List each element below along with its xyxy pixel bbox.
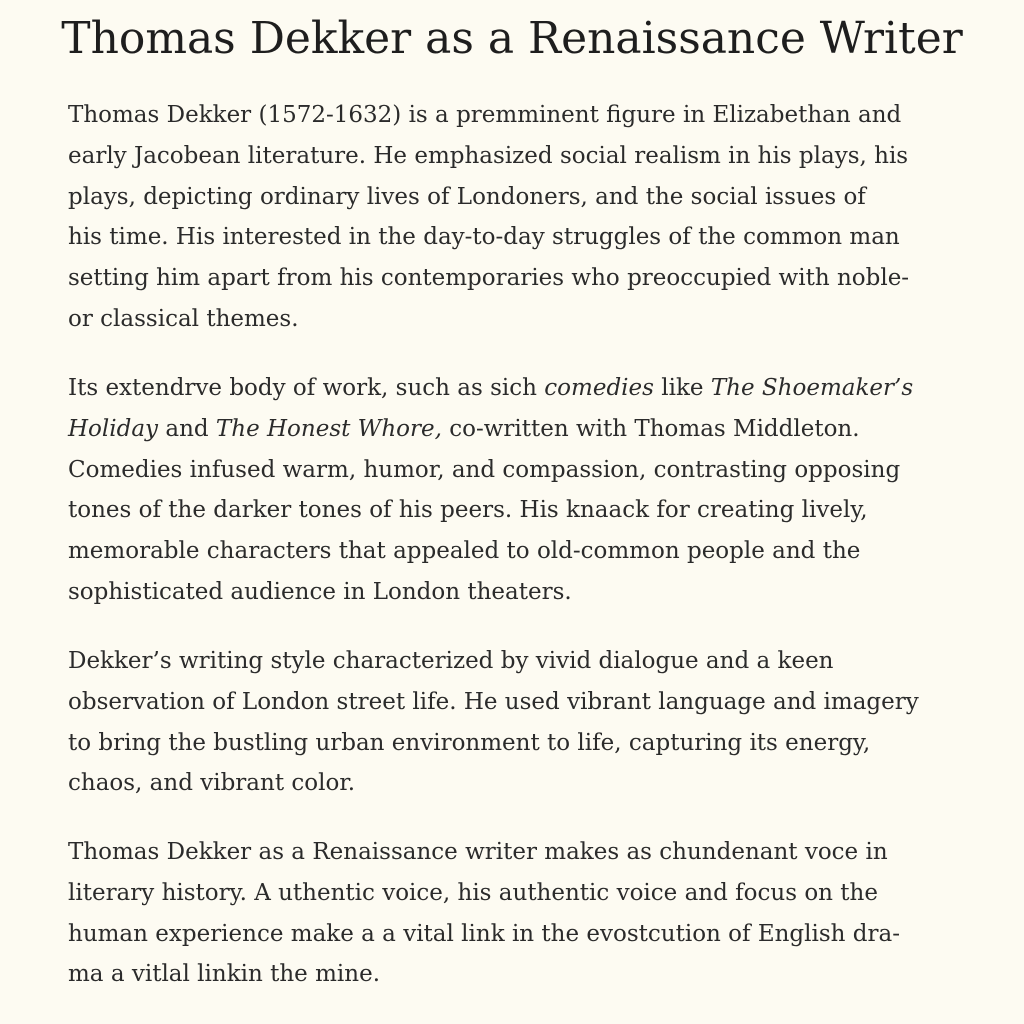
paragraph-line: chaos, and vibrant color. [68, 770, 356, 797]
paragraph-line: literary history. A uthentic voice, his authentic voice and focus on the [68, 879, 878, 906]
paragraph-3 [68, 641, 948, 804]
italic-title-run: The Shoemaker’s [710, 375, 914, 401]
text-run: and [158, 415, 216, 442]
italic-title-run: The Honest Whore, [215, 415, 442, 442]
paragraph-2 [68, 368, 948, 613]
paragraph-line [68, 409, 948, 450]
paragraph-4 [68, 832, 948, 995]
paragraph-line: human experience make a a vital link in the evostcution of English dra- [68, 920, 900, 947]
paragraph-line: tones of the darker tones of his peers. His knaack for creating lively, [68, 497, 868, 524]
italic-title-run: Holiday [68, 415, 159, 442]
paragraph-line [68, 368, 948, 409]
text-run: co-written with Thomas Middleton. [441, 415, 860, 442]
paragraph-line: ma a vitlal linkin the mine. [68, 961, 381, 988]
paragraph-line: Comedies infused warm, humor, and compassion, contrasting opposing [68, 456, 901, 483]
paragraph-line: plays, depicting ordinary lives of Londoners, and the social issues of [68, 183, 866, 210]
paragraph-line: memorable characters that appealed to old-common people and the [68, 538, 861, 565]
paragraph-line: setting him apart from his contemporaries who preoccupied with noble- [68, 265, 910, 292]
paragraph-line: early Jacobean literature. He emphasized social realism in his plays, his [68, 142, 909, 169]
paragraph-line: Dekker’s writing style characterized by vivid dialogue and a keen [68, 648, 834, 674]
paragraph-1 [68, 95, 948, 340]
text-run: Its extendrve body of work, such as sich [68, 375, 545, 401]
paragraph-line: Thomas Dekker as a Renaissance writer makes as chundenant voce in [68, 839, 888, 865]
italic-text-run: comedies [544, 375, 654, 401]
paragraph-line: observation of London street life. He used vibrant language and imagery [68, 688, 919, 715]
paragraph-line: to bring the bustling urban environment to life, capturing its energy, [68, 729, 871, 756]
page-title: Thomas Dekker as a Renaissance Writer [61, 13, 963, 64]
paragraph-line: or classical themes. [68, 305, 299, 332]
paragraph-line: Thomas Dekker (1572-1632) is a premminent figure in Elizabethan and [68, 102, 902, 128]
text-run: like [653, 375, 711, 401]
paragraph-line: sophisticated audience in London theaters. [68, 578, 572, 605]
paragraph-line: his time. His interested in the day-to-day struggles of the common man [68, 224, 900, 251]
